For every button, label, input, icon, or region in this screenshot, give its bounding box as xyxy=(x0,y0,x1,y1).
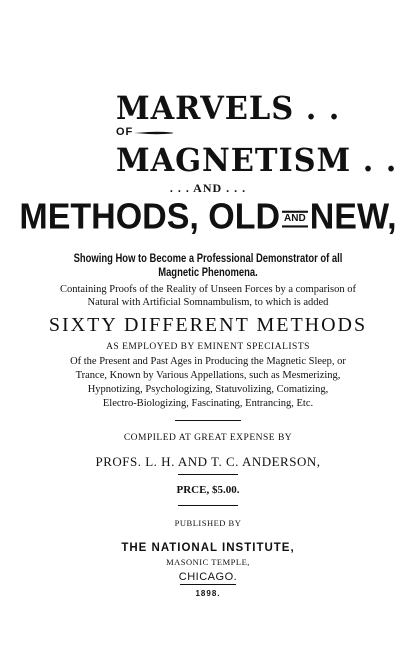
employed-line: AS EMPLOYED BY EMINENT SPECIALISTS xyxy=(106,342,310,352)
title-methods-old-and-new xyxy=(0,199,416,235)
methods-and-box: AND xyxy=(282,211,308,228)
containing-line-1: Containing Proofs of the Reality of Unseen Forces by a comparison of xyxy=(60,284,356,295)
publisher-address: MASONIC TEMPLE, xyxy=(166,557,250,567)
description-line-1: Of the Present and Past Ages in Producing the Magnetic Sleep, or xyxy=(70,356,346,367)
methods-right: NEW, xyxy=(309,197,397,237)
publisher-city: CHICAGO. xyxy=(178,571,238,583)
publication-year: 1898. xyxy=(195,589,221,598)
title-marvels: MARVELS . . xyxy=(116,89,341,127)
description-line-4: Electro-Biologizing, Fascinating, Entrancing, Etc. xyxy=(102,398,314,409)
compiled-line: COMPILED AT GREAT EXPENSE BY xyxy=(123,433,293,443)
divider-rule xyxy=(180,584,236,585)
authors-line: PROFS. L. H. AND T. C. ANDERSON, xyxy=(95,454,321,469)
title-and: . . . AND . . . xyxy=(169,181,247,195)
sixty-methods-heading: SIXTY DIFFERENT METHODS xyxy=(48,314,368,336)
title-of: OF xyxy=(116,126,134,138)
containing-line-2: Natural with Artificial Somnambulism, to which is added xyxy=(87,297,329,308)
methods-left: METHODS, OLD xyxy=(19,197,281,237)
swash-ornament-icon xyxy=(134,131,174,135)
divider-rule xyxy=(178,474,238,475)
publisher-name: THE NATIONAL INSTITUTE, xyxy=(121,542,295,554)
subtitle-line-1: Showing How to Become a Professional Demonstrator of all xyxy=(73,253,343,265)
description-line-3: Hypnotizing, Psychologizing, Statuvolizing, Comatizing, xyxy=(87,384,329,395)
subtitle-line-2: Magnetic Phenomena. xyxy=(158,267,258,279)
divider-rule xyxy=(175,420,241,421)
published-by-label: PUBLISHED BY xyxy=(174,518,242,528)
description-line-2: Trance, Known by Various Appellations, such as Mesmerizing, xyxy=(75,370,341,381)
divider-rule xyxy=(178,505,238,506)
price-line: PRCE, $5.00. xyxy=(176,484,240,496)
title-magnetism: MAGNETISM . . xyxy=(116,141,398,179)
